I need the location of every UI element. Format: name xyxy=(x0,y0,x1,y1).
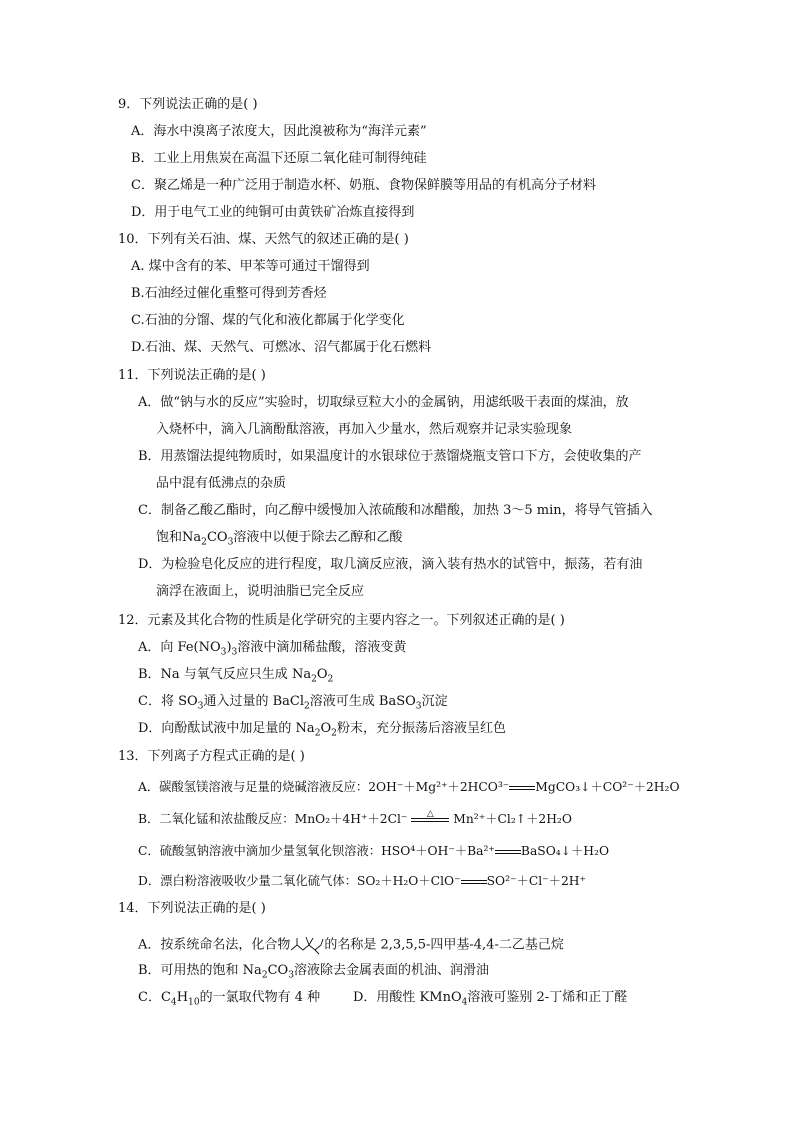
q14-option-c: C．$C_4H_{10}$的一氯取代物有 4 种 xyxy=(138,990,321,1008)
q13-option-a: A．碳酸氢镁溶液与足量的烧碱溶液反应：2OH⁻＋Mg²⁺＋2HCO³⁻ MgCO₃↓＋CO²⁻＋2H₂O xyxy=(138,780,680,794)
q11-option-b-line1: B．用蒸馏法提纯物质时，如果温度计的水银球位于蒸馏烧瓶支管口下方，会使收集的产 xyxy=(138,449,642,464)
q13-option-d: D．漂白粉溶液吸收少量二氧化硫气体：SO₂＋H₂O＋ClO⁻ SO²⁻＋Cl⁻＋2H⁺ xyxy=(138,874,586,888)
q11-option-b-line2: 品中混有低沸点的杂质 xyxy=(156,476,287,491)
q9-option-d: D．用于电气工业的纯铜可由黄铁矿冶炼直接得到 xyxy=(131,205,415,220)
q12-option-d: D．向酚酞试液中加足量的 $Na_2O_2$粉末，充分振荡后溶液呈红色 xyxy=(138,721,506,739)
q10-option-c: C.石油的分馏、煤的气化和液化都属于化学变化 xyxy=(131,313,405,328)
q12-option-b: B．Na 与氧气反应只生成 $Na_2O_2$ xyxy=(138,667,334,685)
q11-option-c-line2: 饱和$Na_2CO_3$溶液中以便于除去乙醇和乙酸 xyxy=(156,530,403,548)
q14-stem: 14．下列说法正确的是( ) xyxy=(118,901,266,916)
q13-option-c: C．硫酸氢钠溶液中滴加少量氢氧化钡溶液：HSO⁴＋OH⁻＋Ba²⁺ BaSO₄↓＋H₂O xyxy=(138,844,610,858)
q10-option-b: B.石油经过催化重整可得到芳香烃 xyxy=(131,286,327,301)
q9-option-b: B．工业上用焦炭在高温下还原二氧化硅可制得纯硅 xyxy=(131,151,427,166)
q13-stem: 13．下列离子方程式正确的是( ) xyxy=(118,749,305,764)
heat-equals-arrow: △ xyxy=(411,815,449,825)
q9-option-c: C．聚乙烯是一种广泛用于制造水杯、奶瓶、食物保鲜膜等用品的有机高分子材料 xyxy=(131,178,596,193)
q11-option-a-line2: 入烧杯中，滴入几滴酚酞溶液，再加入少量水，然后观察并记录实验现象 xyxy=(156,422,573,437)
q11-option-d-line1: D．为检验皂化反应的进行程度，取几滴反应液，滴入装有热水的试管中，振荡，若有油 xyxy=(138,557,643,572)
skeletal-formula-icon xyxy=(290,935,324,955)
q9-stem: 9．下列说法正确的是( ) xyxy=(118,97,258,112)
equals-arrow xyxy=(461,877,487,887)
q12-option-a: A．向 $Fe(NO_3)_3$溶液中滴加稀盐酸，溶液变黄 xyxy=(138,640,407,658)
q9-option-a: A．海水中溴离子浓度大，因此溴被称为“海洋元素” xyxy=(131,124,427,139)
q13-option-b: B．二氧化锰和浓盐酸反应：MnO₂＋4H⁺＋2Cl⁻ △ Mn²⁺＋Cl₂↑＋2H₂O xyxy=(138,808,572,826)
q11-stem: 11．下列说法正确的是( ) xyxy=(118,368,266,383)
q11-option-c-line1: C．制备乙酸乙酯时，向乙醇中缓慢加入浓硫酸和冰醋酸，加热 3～5 min，将导气管插入 xyxy=(138,503,653,518)
q14-option-b: B．可用热的饱和 $Na_2CO_3$溶液除去金属表面的机油、润滑油 xyxy=(138,963,490,981)
equals-arrow xyxy=(495,847,521,857)
q10-option-a: A. 煤中含有的苯、甲苯等可通过干馏得到 xyxy=(131,259,370,274)
q14-option-a: A．按系统命名法，化合物 的名称是 2,3,5,5-四甲基-4,4-二乙基己烷 xyxy=(138,935,564,955)
q11-option-a-line1: A．做“钠与水的反应”实验时，切取绿豆粒大小的金属钠，用滤纸吸干表面的煤油，放 xyxy=(138,395,629,410)
equals-arrow xyxy=(509,783,535,793)
q12-stem: 12．元素及其化合物的性质是化学研究的主要内容之一。下列叙述正确的是( ) xyxy=(118,613,565,628)
q12-option-c: C．将 $SO_3$通入过量的 BaCl$_2$溶液可生成 BaSO$_3$沉淀 xyxy=(138,694,448,712)
q10-option-d: D.石油、煤、天然气、可燃冰、沼气都属于化石燃料 xyxy=(131,340,432,355)
q11-option-d-line2: 滴浮在液面上，说明油脂已完全反应 xyxy=(156,584,365,599)
q14-option-d: D．用酸性 KMnO$_4$溶液可鉴别 2-丁烯和正丁醛 xyxy=(353,990,628,1008)
q10-stem: 10．下列有关石油、煤、天然气的叙述正确的是( ) xyxy=(118,232,409,247)
